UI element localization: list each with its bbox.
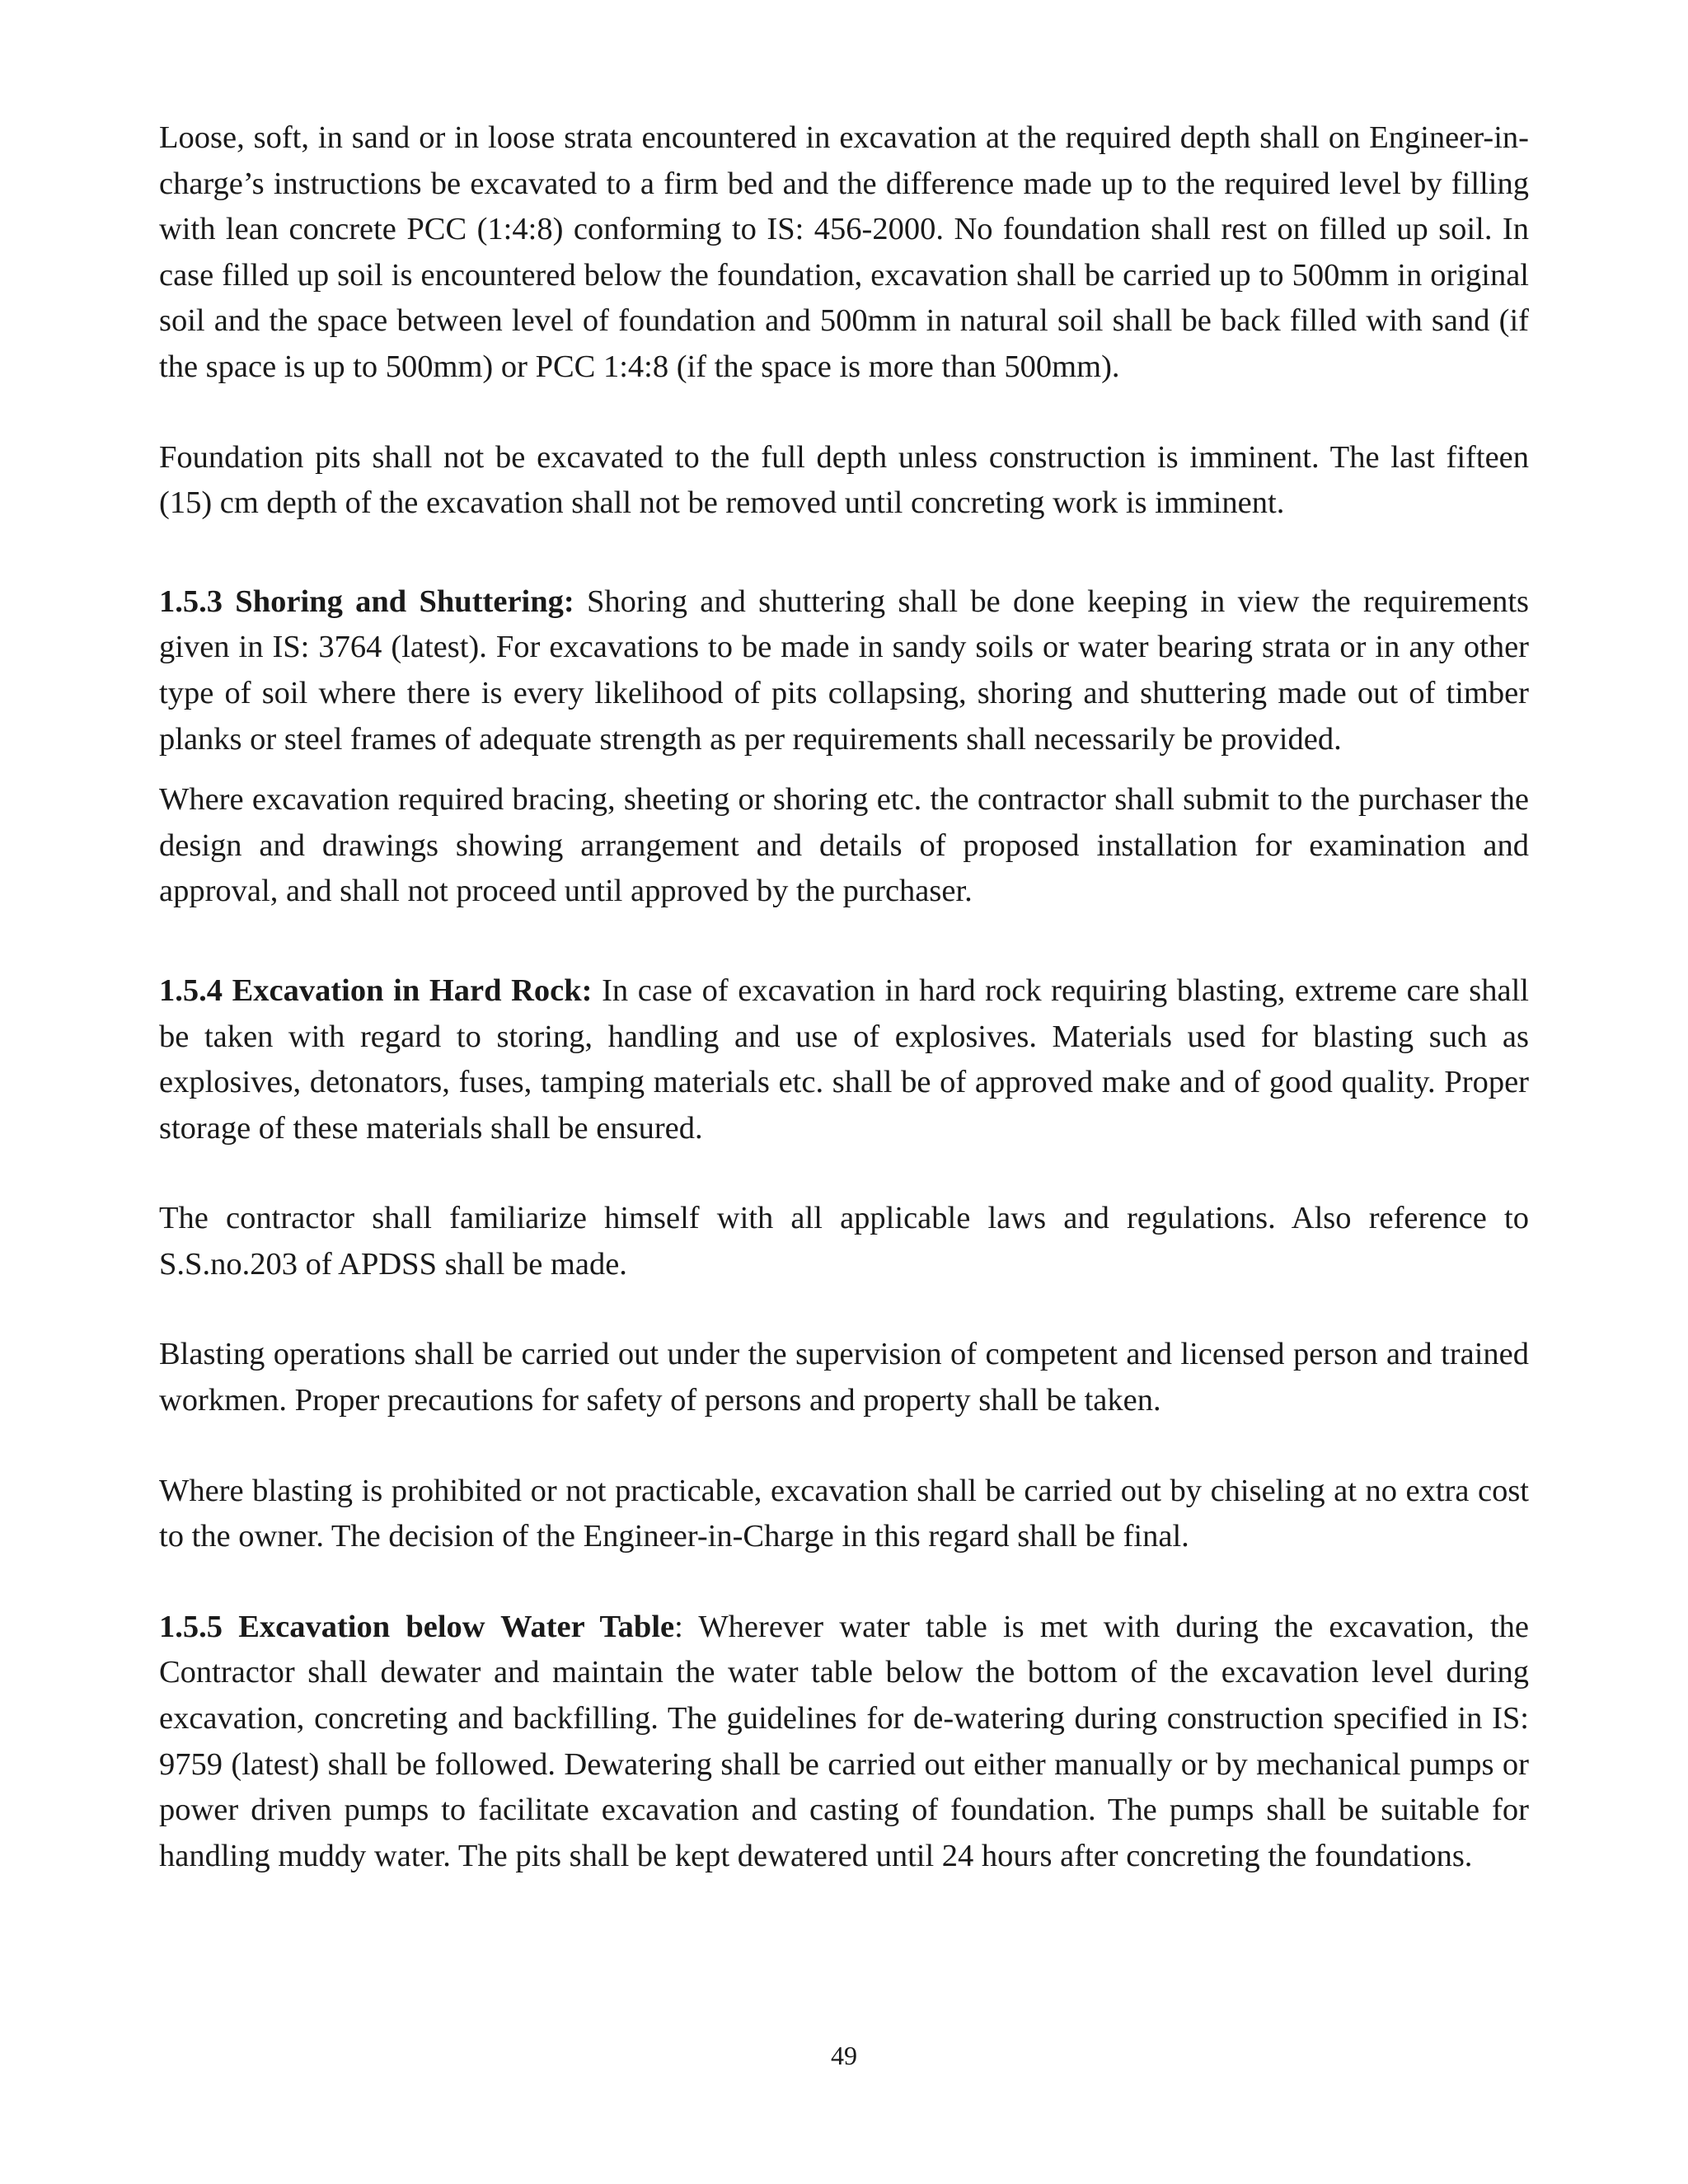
section-heading: 1.5.4 Excavation in Hard Rock: [159, 972, 593, 1008]
page-body [159, 115, 1529, 1879]
section-heading: 1.5.3 Shoring and Shuttering: [159, 583, 574, 619]
paragraph-blasting-prohibited: Where blasting is prohibited or not practicable, excavation shall be carried out by chiseling at no extra cost to the owner. The decision of the Engineer-in-Charge in this regard shall be final. [159, 1473, 1529, 1554]
section-text: In case of excavation in hard rock requiring blasting, extreme care shall be taken with regard to storing, handling and use of explosives. Materials used for blasting such as explosives, detonators, fuses, tamping materials etc. shall be of approved make and of good quality. Proper storage of these materials shall be ensured. [159, 972, 1529, 1146]
section-1-5-3-shoring [159, 579, 1529, 762]
section-text: : Wherever water table is met with during the excavation, the Contractor shall dewater and maintain the water table below the bottom of the excavation level during excavation, concreting and backfilling. The guidelines for de-watering during construction specified in IS: 9759 (latest) shall be followed. Dewatering shall be carried out either manually or by mechanical pumps or power driven pumps to facilitate excavation and casting of foundation. The pumps shall be suitable for handling muddy water. The pits shall be kept dewatered until 24 hours after concreting the foundations. [159, 1609, 1529, 1873]
section-text: Shoring and shuttering shall be done keeping in view the requirements given in IS: 3764 (latest). For excavations to be made in sandy soils or water bearing strata or in any other type of soil where there is every likelihood of pits collapsing, shoring and shuttering made out of timber planks or steel frames of adequate strength as per requirements shall necessarily be provided. [159, 583, 1530, 757]
paragraph-loose-strata: Loose, soft, in sand or in loose strata encountered in excavation at the required depth shall on Engineer-in-charge’s instructions be excavated to a firm bed and the difference made up to the required level by filling with lean concrete PCC (1:4:8) conforming to IS: 456-2000. No foundation shall rest on filled up soil. In case filled up soil is encountered below the foundation, excavation shall be carried up to 500mm in original soil and the space between level of foundation and 500mm in natural soil shall be back filled with sand (if the space is up to 500mm) or PCC 1:4:8 (if the space is more than 500mm). [159, 120, 1529, 384]
section-heading: 1.5.5 Excavation below Water Table [159, 1609, 675, 1644]
paragraph-blasting-operations: Blasting operations shall be carried out under the supervision of competent and licensed person and trained workmen. Proper precautions for safety of persons and property shall be taken. [159, 1337, 1529, 1418]
section-1-5-4-hard-rock [159, 968, 1529, 1151]
page-number: 49 [831, 2041, 857, 2070]
paragraph-bracing-sheeting: Where excavation required bracing, sheeting or shoring etc. the contractor shall submit to the purchaser the design and drawings showing arrangement and details of proposed installation for examination and approval, and shall not proceed until approved by the purchaser. [159, 782, 1529, 909]
paragraph-contractor-laws: The contractor shall familiarize himself with all applicable laws and regulations. Also reference to S.S.no.203 of APDSS shall be made. [159, 1201, 1529, 1282]
section-1-5-5-water-table [159, 1605, 1529, 1880]
paragraph-foundation-pits: Foundation pits shall not be excavated to the full depth unless construction is imminent. The last fifteen (15) cm depth of the excavation shall not be removed until concreting work is imminent. [159, 439, 1529, 521]
